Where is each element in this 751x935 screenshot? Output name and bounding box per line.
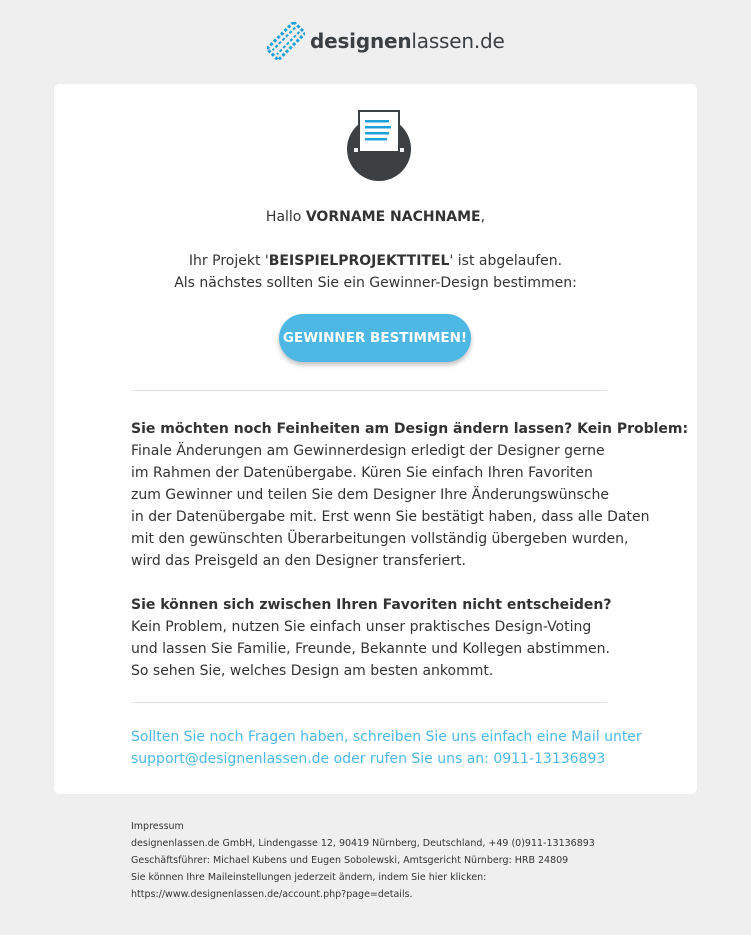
logo-pencil-icon <box>267 22 305 60</box>
next-step-text: Als nächstes sollten Sie ein Gewinner-Design bestimmen: <box>174 275 577 291</box>
recipient-name: VORNAME NACHNAME <box>305 209 481 225</box>
imprint-title: Impressum <box>131 821 184 832</box>
section-design-voting <box>131 594 651 682</box>
paragraph-line: Finale Änderungen am Gewinnerdesign erledigt der Designer gerne <box>131 443 605 459</box>
contact-line: Sollten Sie noch Fragen haben, schreiben Sie uns einfach eine Mail unter <box>131 729 642 745</box>
email-header <box>0 0 751 84</box>
document-icon <box>346 108 412 182</box>
footer-imprint <box>131 818 691 903</box>
paragraph-line: zum Gewinner und teilen Sie dem Designer Ihre Änderungswünsche <box>131 487 609 503</box>
brand-logo[interactable] <box>267 22 505 60</box>
section-heading: Sie können sich zwischen Ihren Favoriten nicht entscheiden? <box>131 597 612 613</box>
contact-link[interactable]: support@designenlassen.de oder rufen Sie uns an: 0911-13136893 <box>131 751 606 767</box>
paragraph-line: in der Datenübergabe mit. Erst wenn Sie bestätigt haben, dass alle Daten <box>131 509 650 525</box>
greeting: Hallo VORNAME NACHNAME, <box>265 209 486 225</box>
logo-wordmark: designenlassen.de <box>310 29 505 53</box>
imprint-line: designenlassen.de GmbH, Lindengasse 12, 90419 Nürnberg, Deutschland, +49 (0)911-13136893 <box>131 838 595 849</box>
paragraph-line: und lassen Sie Familie, Freunde, Bekannte und Kollegen abstimmen. <box>131 641 610 657</box>
paragraph-line: Kein Problem, nutzen Sie einfach unser praktisches Design-Voting <box>131 619 592 635</box>
paragraph-line: So sehen Sie, welches Design am besten ankommt. <box>131 663 494 679</box>
divider <box>131 702 607 703</box>
paragraph-line: im Rahmen der Datenübergabe. Küren Sie einfach Ihren Favoriten <box>131 465 593 481</box>
imprint-line: Geschäftsführer: Michael Kubens und Eugen Sobolewski, Amtsgericht Nürnberg: HRB 24809 <box>131 855 569 866</box>
project-title: BEISPIELPROJEKTTITEL <box>268 253 450 269</box>
paragraph-line: mit den gewünschten Überarbeitungen vollständig übergeben wurden, <box>131 531 629 547</box>
email-card <box>54 84 697 794</box>
divider <box>131 390 607 391</box>
choose-winner-button[interactable]: GEWINNER BESTIMMEN! <box>279 314 471 362</box>
account-settings-link[interactable]: https://www.designenlassen.de/account.php?page=details. <box>131 889 413 900</box>
section-heading: Sie möchten noch Feinheiten am Design ändern lassen? Kein Problem: <box>131 421 689 437</box>
paragraph-line: wird das Preisgeld an den Designer transferiert. <box>131 553 466 569</box>
imprint-line: Sie können Ihre Maileinstellungen jederzeit ändern, indem Sie hier klicken: <box>131 872 487 883</box>
project-status: Ihr Projekt 'BEISPIELPROJEKTTITEL' ist abgelaufen. <box>188 253 563 269</box>
contact-info <box>131 726 651 770</box>
section-design-changes <box>131 418 689 572</box>
